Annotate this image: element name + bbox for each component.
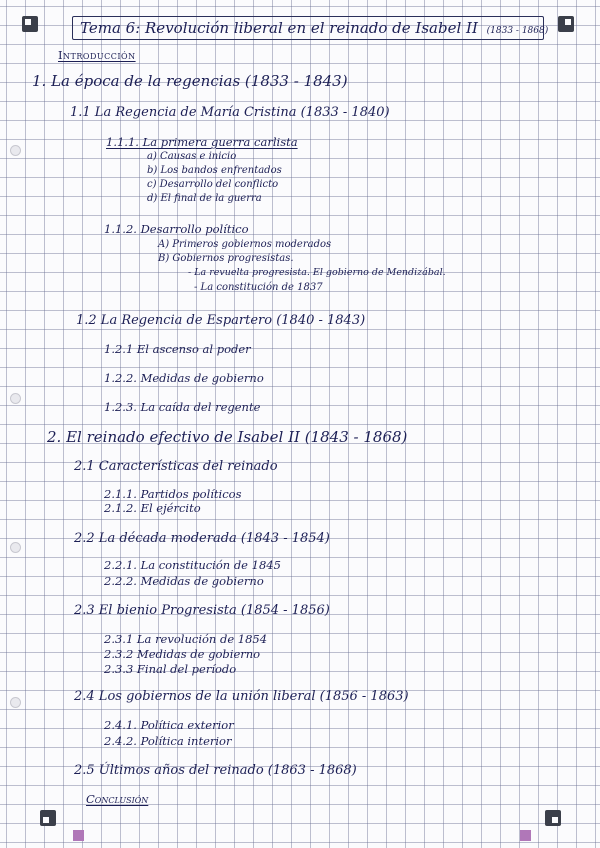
binder-hole (10, 393, 21, 404)
list-item: a) Causas e inicio (147, 151, 237, 162)
list-item: d) El final de la guerra (147, 193, 262, 204)
corner-mark-icon (40, 810, 56, 826)
binder-hole (10, 542, 21, 553)
list-item: 1.2.1 El ascenso al poder (104, 342, 251, 356)
page-title (80, 21, 548, 36)
section-2-3-heading: 2.3 El bienio Progresista (1854 - 1856) (74, 603, 330, 618)
list-item: B) Gobiernos progresistas. (158, 253, 294, 264)
section-1-1-2-heading: 1.1.2. Desarrollo político (104, 222, 249, 236)
corner-mark-icon (22, 16, 38, 32)
page-tab-marker (520, 830, 531, 841)
list-item: 2.4.1. Política exterior (104, 718, 234, 732)
list-item: 2.2.1. La constitución de 1845 (104, 558, 281, 572)
list-item: 2.1.1. Partidos políticos (104, 487, 242, 501)
list-item: 2.3.3 Final del período (104, 662, 237, 676)
title-text: Tema 6: Revolución liberal en el reinado de Isabel II (80, 19, 478, 37)
list-item: 1.2.2. Medidas de gobierno (104, 371, 264, 385)
conclusion-heading: Conclusión (86, 792, 149, 806)
corner-mark-icon (545, 810, 561, 826)
list-item: 1.2.3. La caída del regente (104, 400, 261, 414)
list-item: 2.3.1 La revolución de 1854 (104, 632, 268, 646)
section-1-1-1-heading: 1.1.1. La primera guerra carlista (106, 135, 298, 149)
list-item: - La revuelta progresista. El gobierno de Mendizábal. (188, 267, 446, 278)
page-tab-marker (73, 830, 84, 841)
intro-heading: Introducción (58, 48, 136, 62)
list-item: b) Los bandos enfrentados (147, 165, 282, 176)
section-1-heading: 1. La época de la regencias (1833 - 1843) (32, 72, 348, 90)
title-dates: (1833 - 1868) (486, 26, 549, 36)
section-2-5-heading: 2.5 Últimos años del reinado (1863 - 1868) (74, 763, 357, 778)
list-item: A) Primeros gobiernos moderados (158, 239, 332, 250)
section-2-1-heading: 2.1 Características del reinado (74, 459, 278, 474)
list-item: 2.3.2 Medidas de gobierno (104, 647, 261, 661)
list-item: 2.4.2. Política interior (104, 734, 232, 748)
section-2-heading: 2. El reinado efectivo de Isabel II (1843 - 1868) (47, 428, 408, 446)
corner-mark-icon (558, 16, 574, 32)
binder-hole (10, 697, 21, 708)
list-item: - La constitución de 1837 (194, 282, 323, 293)
list-item: 2.2.2. Medidas de gobierno (104, 574, 264, 588)
section-2-2-heading: 2.2 La década moderada (1843 - 1854) (74, 531, 330, 546)
list-item: c) Desarrollo del conflicto (147, 179, 279, 190)
section-2-4-heading: 2.4 Los gobiernos de la unión liberal (1856 - 1863) (74, 689, 409, 704)
section-1-1-heading: 1.1 La Regencia de María Cristina (1833 - 1840) (70, 105, 390, 120)
list-item: 2.1.2. El ejército (104, 501, 201, 515)
section-1-2-heading: 1.2 La Regencia de Espartero (1840 - 1843) (76, 313, 366, 328)
binder-hole (10, 145, 21, 156)
